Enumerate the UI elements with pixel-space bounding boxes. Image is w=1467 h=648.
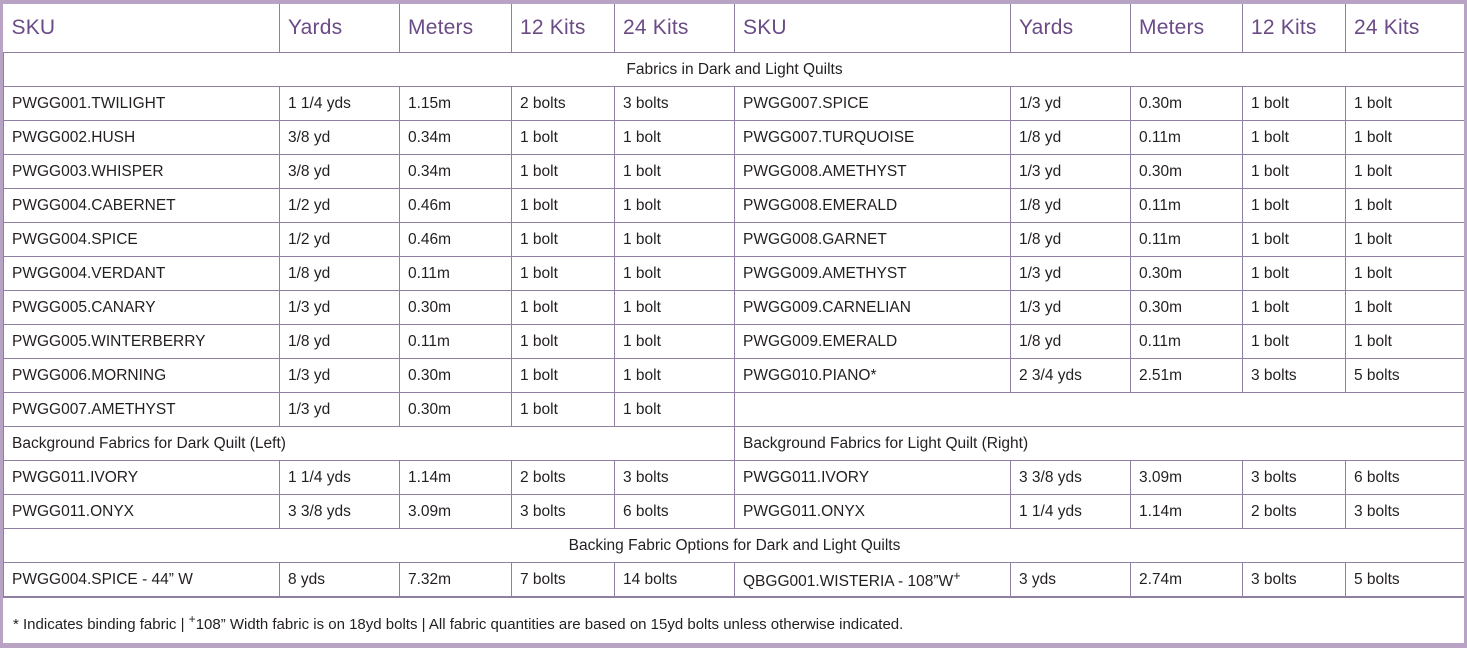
cell-yards: 1/3 yd bbox=[280, 291, 400, 325]
cell-yards: 1/8 yd bbox=[1011, 325, 1131, 359]
cell-meters: 0.30m bbox=[1131, 87, 1243, 121]
cell-12kits: 1 bolt bbox=[512, 359, 615, 393]
cell-meters: 0.11m bbox=[1131, 189, 1243, 223]
section-row-fabrics bbox=[4, 53, 1466, 87]
cell-yards: 1/8 yd bbox=[1011, 189, 1131, 223]
width-footnote-marker: + bbox=[953, 567, 961, 583]
cell-yards: 1/3 yd bbox=[1011, 87, 1131, 121]
cell-meters: 0.46m bbox=[400, 223, 512, 257]
table-footnote bbox=[3, 597, 1464, 643]
cell-sku-text: QBGG001.WISTERIA - 108”W bbox=[743, 573, 954, 591]
cell-meters: 3.09m bbox=[400, 495, 512, 529]
section-title-fabrics: Fabrics in Dark and Light Quilts bbox=[4, 53, 1466, 87]
cell-12kits: 1 bolt bbox=[512, 155, 615, 189]
cell-24kits: 1 bolt bbox=[615, 291, 735, 325]
section-title-background-left: Background Fabrics for Dark Quilt (Left) bbox=[4, 427, 735, 461]
cell-sku: PWGG004.SPICE - 44” W bbox=[4, 563, 280, 597]
cell-yards: 1/3 yd bbox=[1011, 155, 1131, 189]
cell-12kits: 1 bolt bbox=[512, 393, 615, 427]
cell-12kits: 1 bolt bbox=[1243, 87, 1346, 121]
cell-yards: 3 yds bbox=[1011, 563, 1131, 597]
cell-24kits: 1 bolt bbox=[615, 359, 735, 393]
cell-24kits: 3 bolts bbox=[615, 87, 735, 121]
table-row bbox=[4, 189, 1466, 223]
header-right-24kits: 24 Kits bbox=[1346, 4, 1466, 53]
cell-meters: 0.46m bbox=[400, 189, 512, 223]
cell-sku: PWGG011.IVORY bbox=[4, 461, 280, 495]
cell-24kits: 6 bolts bbox=[1346, 461, 1466, 495]
cell-yards: 1/8 yd bbox=[280, 325, 400, 359]
cell-24kits: 1 bolt bbox=[1346, 291, 1466, 325]
cell-yards: 1/3 yd bbox=[1011, 291, 1131, 325]
cell-12kits: 2 bolts bbox=[512, 87, 615, 121]
cell-24kits: 1 bolt bbox=[615, 223, 735, 257]
cell-24kits: 1 bolt bbox=[1346, 189, 1466, 223]
cell-12kits: 1 bolt bbox=[512, 325, 615, 359]
cell-24kits: 1 bolt bbox=[615, 393, 735, 427]
cell-sku: PWGG007.AMETHYST bbox=[4, 393, 280, 427]
cell-sku: PWGG008.EMERALD bbox=[735, 189, 1011, 223]
cell-24kits: 1 bolt bbox=[1346, 223, 1466, 257]
cell-yards: 1 1/4 yds bbox=[1011, 495, 1131, 529]
cell-yards: 1/8 yd bbox=[1011, 223, 1131, 257]
header-right-meters: Meters bbox=[1131, 4, 1243, 53]
cell-yards: 1 1/4 yds bbox=[280, 87, 400, 121]
cell-sku: PWGG004.CABERNET bbox=[4, 189, 280, 223]
cell-yards: 1 1/4 yds bbox=[280, 461, 400, 495]
table-row bbox=[4, 393, 1466, 427]
header-left-24kits: 24 Kits bbox=[615, 4, 735, 53]
cell-24kits: 3 bolts bbox=[1346, 495, 1466, 529]
cell-yards: 1/2 yd bbox=[280, 189, 400, 223]
footnote-part-two: 108” Width fabric is on 18yd bolts | All fabric quantities are based on 15yd bolts unless otherwise indicated. bbox=[195, 616, 904, 633]
cell-24kits: 1 bolt bbox=[1346, 121, 1466, 155]
cell-meters: 0.11m bbox=[1131, 325, 1243, 359]
cell-24kits: 6 bolts bbox=[615, 495, 735, 529]
cell-yards: 1/3 yd bbox=[280, 359, 400, 393]
cell-sku: PWGG007.TURQUOISE bbox=[735, 121, 1011, 155]
cell-meters: 0.30m bbox=[400, 291, 512, 325]
cell-12kits: 1 bolt bbox=[1243, 325, 1346, 359]
cell-24kits: 1 bolt bbox=[615, 189, 735, 223]
empty-cell bbox=[735, 393, 1466, 427]
cell-12kits: 3 bolts bbox=[512, 495, 615, 529]
cell-yards: 1/3 yd bbox=[1011, 257, 1131, 291]
header-right-12kits: 12 Kits bbox=[1243, 4, 1346, 53]
cell-sku: PWGG011.IVORY bbox=[735, 461, 1011, 495]
cell-24kits: 1 bolt bbox=[1346, 257, 1466, 291]
cell-sku: PWGG004.VERDANT bbox=[4, 257, 280, 291]
left-border-band bbox=[0, 0, 3, 648]
table-row bbox=[4, 223, 1466, 257]
section-row-backing bbox=[4, 529, 1466, 563]
cell-24kits: 1 bolt bbox=[615, 155, 735, 189]
cell-meters: 1.14m bbox=[1131, 495, 1243, 529]
cell-meters: 0.30m bbox=[1131, 291, 1243, 325]
cell-12kits: 3 bolts bbox=[1243, 563, 1346, 597]
cell-sku: PWGG010.PIANO* bbox=[735, 359, 1011, 393]
cell-meters: 1.14m bbox=[400, 461, 512, 495]
section-row-background bbox=[4, 427, 1466, 461]
cell-24kits: 1 bolt bbox=[615, 121, 735, 155]
header-left-12kits: 12 Kits bbox=[512, 4, 615, 53]
header-left-yards: Yards bbox=[280, 4, 400, 53]
cell-sku bbox=[735, 563, 1011, 597]
cell-24kits: 5 bolts bbox=[1346, 563, 1466, 597]
cell-12kits: 1 bolt bbox=[512, 121, 615, 155]
cell-12kits: 1 bolt bbox=[1243, 189, 1346, 223]
header-left-meters: Meters bbox=[400, 4, 512, 53]
cell-sku: PWGG003.WHISPER bbox=[4, 155, 280, 189]
cell-yards: 2 3/4 yds bbox=[1011, 359, 1131, 393]
cell-meters: 0.30m bbox=[1131, 257, 1243, 291]
cell-24kits: 1 bolt bbox=[615, 257, 735, 291]
cell-12kits: 1 bolt bbox=[1243, 155, 1346, 189]
footnote-part-one: * Indicates binding fabric | bbox=[13, 616, 189, 633]
cell-sku: PWGG008.GARNET bbox=[735, 223, 1011, 257]
cell-meters: 0.34m bbox=[400, 155, 512, 189]
table-row bbox=[4, 87, 1466, 121]
cell-12kits: 1 bolt bbox=[512, 223, 615, 257]
cell-meters: 7.32m bbox=[400, 563, 512, 597]
cell-sku: PWGG006.MORNING bbox=[4, 359, 280, 393]
table-row bbox=[4, 325, 1466, 359]
cell-meters: 0.11m bbox=[400, 325, 512, 359]
section-title-background-right: Background Fabrics for Light Quilt (Right) bbox=[735, 427, 1466, 461]
table-row bbox=[4, 291, 1466, 325]
cell-sku: PWGG011.ONYX bbox=[735, 495, 1011, 529]
fabric-requirements-table bbox=[3, 4, 1466, 597]
cell-12kits: 1 bolt bbox=[512, 291, 615, 325]
cell-yards: 3/8 yd bbox=[280, 155, 400, 189]
cell-12kits: 3 bolts bbox=[1243, 359, 1346, 393]
cell-sku: PWGG009.EMERALD bbox=[735, 325, 1011, 359]
cell-12kits: 1 bolt bbox=[1243, 257, 1346, 291]
cell-meters: 0.30m bbox=[400, 393, 512, 427]
cell-yards: 3 3/8 yds bbox=[1011, 461, 1131, 495]
cell-meters: 0.30m bbox=[400, 359, 512, 393]
table-row bbox=[4, 461, 1466, 495]
cell-meters: 2.51m bbox=[1131, 359, 1243, 393]
cell-meters: 0.30m bbox=[1131, 155, 1243, 189]
cell-sku: PWGG009.CARNELIAN bbox=[735, 291, 1011, 325]
header-right-yards: Yards bbox=[1011, 4, 1131, 53]
cell-24kits: 1 bolt bbox=[615, 325, 735, 359]
cell-yards: 8 yds bbox=[280, 563, 400, 597]
cell-12kits: 1 bolt bbox=[512, 189, 615, 223]
cell-yards: 1/8 yd bbox=[1011, 121, 1131, 155]
cell-meters: 1.15m bbox=[400, 87, 512, 121]
table-row bbox=[4, 257, 1466, 291]
cell-meters: 0.11m bbox=[1131, 223, 1243, 257]
cell-12kits: 1 bolt bbox=[1243, 121, 1346, 155]
cell-12kits: 7 bolts bbox=[512, 563, 615, 597]
cell-24kits: 5 bolts bbox=[1346, 359, 1466, 393]
table-row bbox=[4, 563, 1466, 597]
cell-meters: 3.09m bbox=[1131, 461, 1243, 495]
cell-meters: 0.34m bbox=[400, 121, 512, 155]
cell-sku: PWGG001.TWILIGHT bbox=[4, 87, 280, 121]
table-row bbox=[4, 155, 1466, 189]
cell-yards: 1/3 yd bbox=[280, 393, 400, 427]
cell-24kits: 1 bolt bbox=[1346, 87, 1466, 121]
cell-12kits: 1 bolt bbox=[512, 257, 615, 291]
cell-yards: 1/8 yd bbox=[280, 257, 400, 291]
table-row bbox=[4, 495, 1466, 529]
cell-12kits: 1 bolt bbox=[1243, 291, 1346, 325]
cell-24kits: 3 bolts bbox=[615, 461, 735, 495]
cell-yards: 3 3/8 yds bbox=[280, 495, 400, 529]
header-left-sku: SKU bbox=[4, 4, 280, 53]
header-right-sku: SKU bbox=[735, 4, 1011, 53]
cell-12kits: 3 bolts bbox=[1243, 461, 1346, 495]
cell-sku: PWGG008.AMETHYST bbox=[735, 155, 1011, 189]
cell-meters: 2.74m bbox=[1131, 563, 1243, 597]
cell-24kits: 14 bolts bbox=[615, 563, 735, 597]
cell-yards: 1/2 yd bbox=[280, 223, 400, 257]
cell-sku: PWGG004.SPICE bbox=[4, 223, 280, 257]
cell-meters: 0.11m bbox=[400, 257, 512, 291]
table-header-row bbox=[4, 4, 1466, 53]
cell-sku: PWGG009.AMETHYST bbox=[735, 257, 1011, 291]
footnote-superscript-marker: + bbox=[188, 612, 196, 626]
cell-sku: PWGG007.SPICE bbox=[735, 87, 1011, 121]
cell-yards: 3/8 yd bbox=[280, 121, 400, 155]
cell-sku: PWGG005.WINTERBERRY bbox=[4, 325, 280, 359]
cell-sku: PWGG011.ONYX bbox=[4, 495, 280, 529]
cell-12kits: 1 bolt bbox=[1243, 223, 1346, 257]
table-row bbox=[4, 359, 1466, 393]
cell-24kits: 1 bolt bbox=[1346, 325, 1466, 359]
cell-12kits: 2 bolts bbox=[1243, 495, 1346, 529]
section-title-backing: Backing Fabric Options for Dark and Light Quilts bbox=[4, 529, 1466, 563]
cell-meters: 0.11m bbox=[1131, 121, 1243, 155]
cell-24kits: 1 bolt bbox=[1346, 155, 1466, 189]
cell-sku: PWGG005.CANARY bbox=[4, 291, 280, 325]
cell-12kits: 2 bolts bbox=[512, 461, 615, 495]
cell-sku: PWGG002.HUSH bbox=[4, 121, 280, 155]
table-row bbox=[4, 121, 1466, 155]
